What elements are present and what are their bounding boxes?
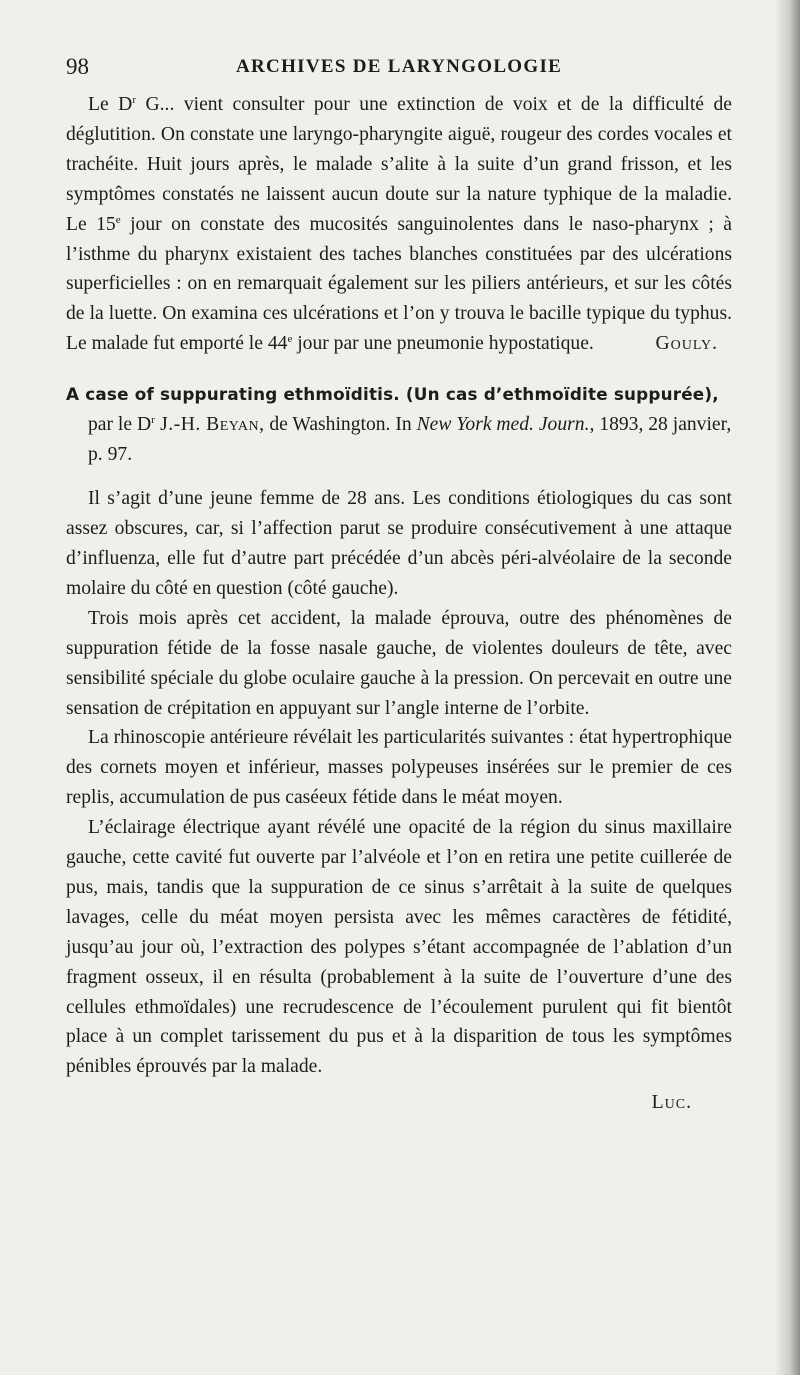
- closing-signature: Luc.: [651, 1092, 692, 1114]
- article-journal: New York med. Journ.,: [416, 414, 595, 436]
- body-paragraph-4: L’éclairage électrique ayant révélé une opacité de la région du sinus maxillaire gauche, cette cavité fut ouverte par l’alvéole et l’on en retira une petite cuillerée de pus, mais, tandis que la suppuration de ce sinus s’arrêtait à la suite de quelques lavages, celle du méat moyen persista avec les mêmes caractères de fétidité, jusqu’au jour où, l’extraction des polypes s’étant accompagnée de l’ablation d’un fragment osseux, il en résulta (probablement à la suite de l’ouverture d’une des cellules ethmoïdales) une recrudescence de l’écoulement purulent qui fit bientôt place à un complet tarissement du pus et à la disparition de tous les symptômes pénibles éprouvés par la malade.: [66, 817, 732, 1078]
- body-paragraph-3: La rhinoscopie antérieure révélait les particularités suivantes : état hypertrophique des cornets moyen et inférieur, masses polypeuses insérées sur le premier de ces replis, accumulation de pus caséeux fétide dans le méat moyen.: [66, 727, 732, 809]
- body-paragraph-1: Il s’agit d’une jeune femme de 28 ans. Les conditions étiologiques du cas sont assez obscures, car, si l’affection parut se produire consécutivement à une attaque d’influenza, elle fut d’autre part précédée d’un abcès péri-alvéolaire de la seconde molaire du côté en question (côté gauche).: [66, 488, 732, 599]
- case-report-paragraph: [66, 90, 732, 359]
- case-text-1: G... vient consulter pour une extinction de voix et de la difficulté de déglutition. On constate une laryngo-pharyngite aiguë, rougeur des cordes vocales et trachéite. Huit jours après, le malade s’alite à la suite d’un grand frisson, et les symptômes constatés ne laissent aucun doute sur la nature typhique de la maladie. Le 15: [66, 94, 733, 235]
- case-sup-2: e: [287, 333, 293, 346]
- article-author: J.-H. Beyan,: [154, 414, 265, 436]
- page-number: 98: [66, 54, 89, 79]
- page: [66, 44, 732, 1118]
- article-location: de Washington. In: [264, 414, 417, 436]
- body-paragraph-2: Trois mois après cet accident, la malade éprouva, outre des phénomènes de suppuration fétide de la fosse nasale gauche, de violentes douleurs de tête, avec sensibilité spéciale du globe oculaire gauche à la pression. On percevait en outre une sensation de crépitation en appuyant sur l’angle interne de l’orbite.: [66, 607, 732, 719]
- case-signature: Gouly.: [655, 333, 718, 355]
- case-lead-sup: r: [132, 94, 136, 106]
- article-heading: [66, 379, 732, 470]
- article-by-sup: r: [151, 414, 155, 427]
- journal-title: ARCHIVES DE LARYNGOLOGIE: [236, 56, 563, 77]
- page-edge-shadow: [774, 0, 800, 1375]
- running-head: [66, 44, 732, 90]
- case-lead: Le D: [88, 94, 133, 115]
- case-sup-1: e: [115, 213, 121, 226]
- article-title: A case of suppurating ethmoïditis. (Un cas d’ethmoïdite suppurée),: [66, 384, 719, 405]
- case-text-2: jour on constate des mucosités sanguinolentes dans le naso-pharynx ; à l’isthme du pharynx existaient des taches blanches constituées par des ulcérations superficielles : on en remarquait également sur les piliers antérieurs, et sur les côtés de la luette. On examina ces ulcérations et l’on y trouva le bacille typique du typhus. Le malade fut emporté le 44: [66, 213, 732, 355]
- article-by: par le D: [88, 414, 152, 436]
- case-text-3: jour par une pneumonie hypostatique.: [292, 333, 594, 355]
- article-date: 1893, 28 janvier, p. 97.: [88, 414, 732, 466]
